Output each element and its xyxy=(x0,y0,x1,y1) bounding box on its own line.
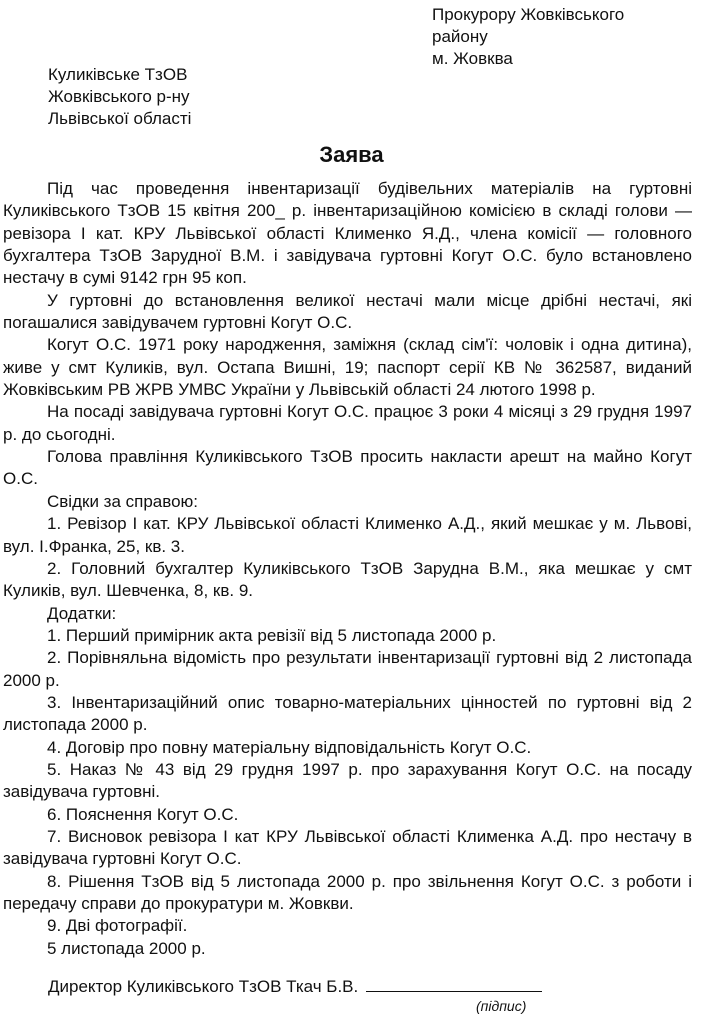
signatory: Директор Куликівського ТзОВ Ткач Б.В. xyxy=(48,977,359,996)
attachment-item: 7. Висновок ревізора І кат КРУ Львівської області Клименка А.Д. про нестачу в завідувача гуртовні Когут О.С. xyxy=(3,826,692,869)
document-body xyxy=(3,178,692,960)
addressee-block xyxy=(432,4,692,70)
witnesses-heading: Свідки за справою: xyxy=(47,491,199,511)
witness-item: 2. Головний бухгалтер Куликівського ТзОВ Зарудна В.М., яка мешкає у смт Куликів, вул. Шевченка, 8, кв. 9. xyxy=(3,558,692,601)
addressee-line: району xyxy=(432,27,488,46)
attachment-item: 2. Порівняльна відомість про результати інвентаризації гуртовні від 2 листопада 2000 р. xyxy=(3,648,692,690)
document-title: Заява xyxy=(319,142,384,167)
attachment-item: 4. Договір про повну матеріальну відповідальність Когут О.С. xyxy=(47,737,532,757)
attachment-item: 9. Дві фотографії. xyxy=(47,916,188,936)
paragraph-personal-info: Когут О.С. 1971 року народження, заміжня (склад сім'ї: чоловік і одна дитина), живе у смт Куликів, вул. Остапа Вишні, 19; паспорт серії КВ № 362587, виданий Жовківським РВ ЖРВ УМВС України у Львівській області 24 лютого 1998 р. xyxy=(3,335,692,400)
signature-line xyxy=(366,977,542,992)
paragraph-incident: Під час проведення інвентаризації будівельних матеріалів на гуртовні Куликівського ТзОВ 15 квітня 200_ р. інвентаризаційною комісією в складі голови — ревізора І кат. КРУ Львівської області Клименко Я.Д., члена комісії — головного бухгалтера ТзОВ Зарудної В.М. і завідувача гуртовні Когут О.С. було встановлено нестачу в сумі 9142 грн 95 коп. xyxy=(3,179,692,288)
sender-line: Львівської області xyxy=(48,109,192,128)
sender-block xyxy=(48,64,348,130)
sender-line: Куликівське ТзОВ xyxy=(48,65,188,84)
signature-caption: (підпис) xyxy=(476,998,527,1014)
addressee-line: м. Жовква xyxy=(432,49,513,68)
attachment-item: 1. Перший примірник акта ревізії від 5 листопада 2000 р. xyxy=(47,625,497,645)
attachment-item: 8. Рішення ТзОВ від 5 листопада 2000 р. про звільнення Когут О.С. з роботи і передачу справи до прокуратури м. Жовкви. xyxy=(3,871,692,913)
attachments-heading: Додатки: xyxy=(47,603,117,623)
signature-row xyxy=(48,976,668,998)
paragraph-request: Голова правління Куликівського ТзОВ просить накласти арешт на майно Когут О.С. xyxy=(3,447,692,489)
attachment-item: 3. Інвентаризаційний опис товарно-матеріальних цінностей по гуртовні від 2 листопада 2000 р. xyxy=(3,692,692,735)
sender-line: Жовківського р-ну xyxy=(48,87,190,106)
paragraph-minor-shortages: У гуртовні до встановлення великої нестачі мали місце дрібні нестачі, які погашалися завідувачем гуртовні Когут О.С. xyxy=(3,290,692,333)
addressee-line: Прокурору Жовківського xyxy=(432,5,625,24)
paragraph-position: На посаді завідувача гуртовні Когут О.С. працює 3 роки 4 місяці з 29 грудня 1997 р. до сьогодні. xyxy=(3,402,692,444)
document-date: 5 листопада 2000 р. xyxy=(47,938,206,958)
witness-item: 1. Ревізор І кат. КРУ Львівської області Клименко А.Д., який мешкає у м. Львові, вул. І.Франка, 25, кв. 3. xyxy=(3,514,692,556)
attachment-item: 6. Пояснення Когут О.С. xyxy=(47,804,239,824)
attachment-item: 5. Наказ № 43 від 29 грудня 1997 р. про зарахування Когут О.С. на посаду завідувача гуртовні. xyxy=(3,759,692,802)
